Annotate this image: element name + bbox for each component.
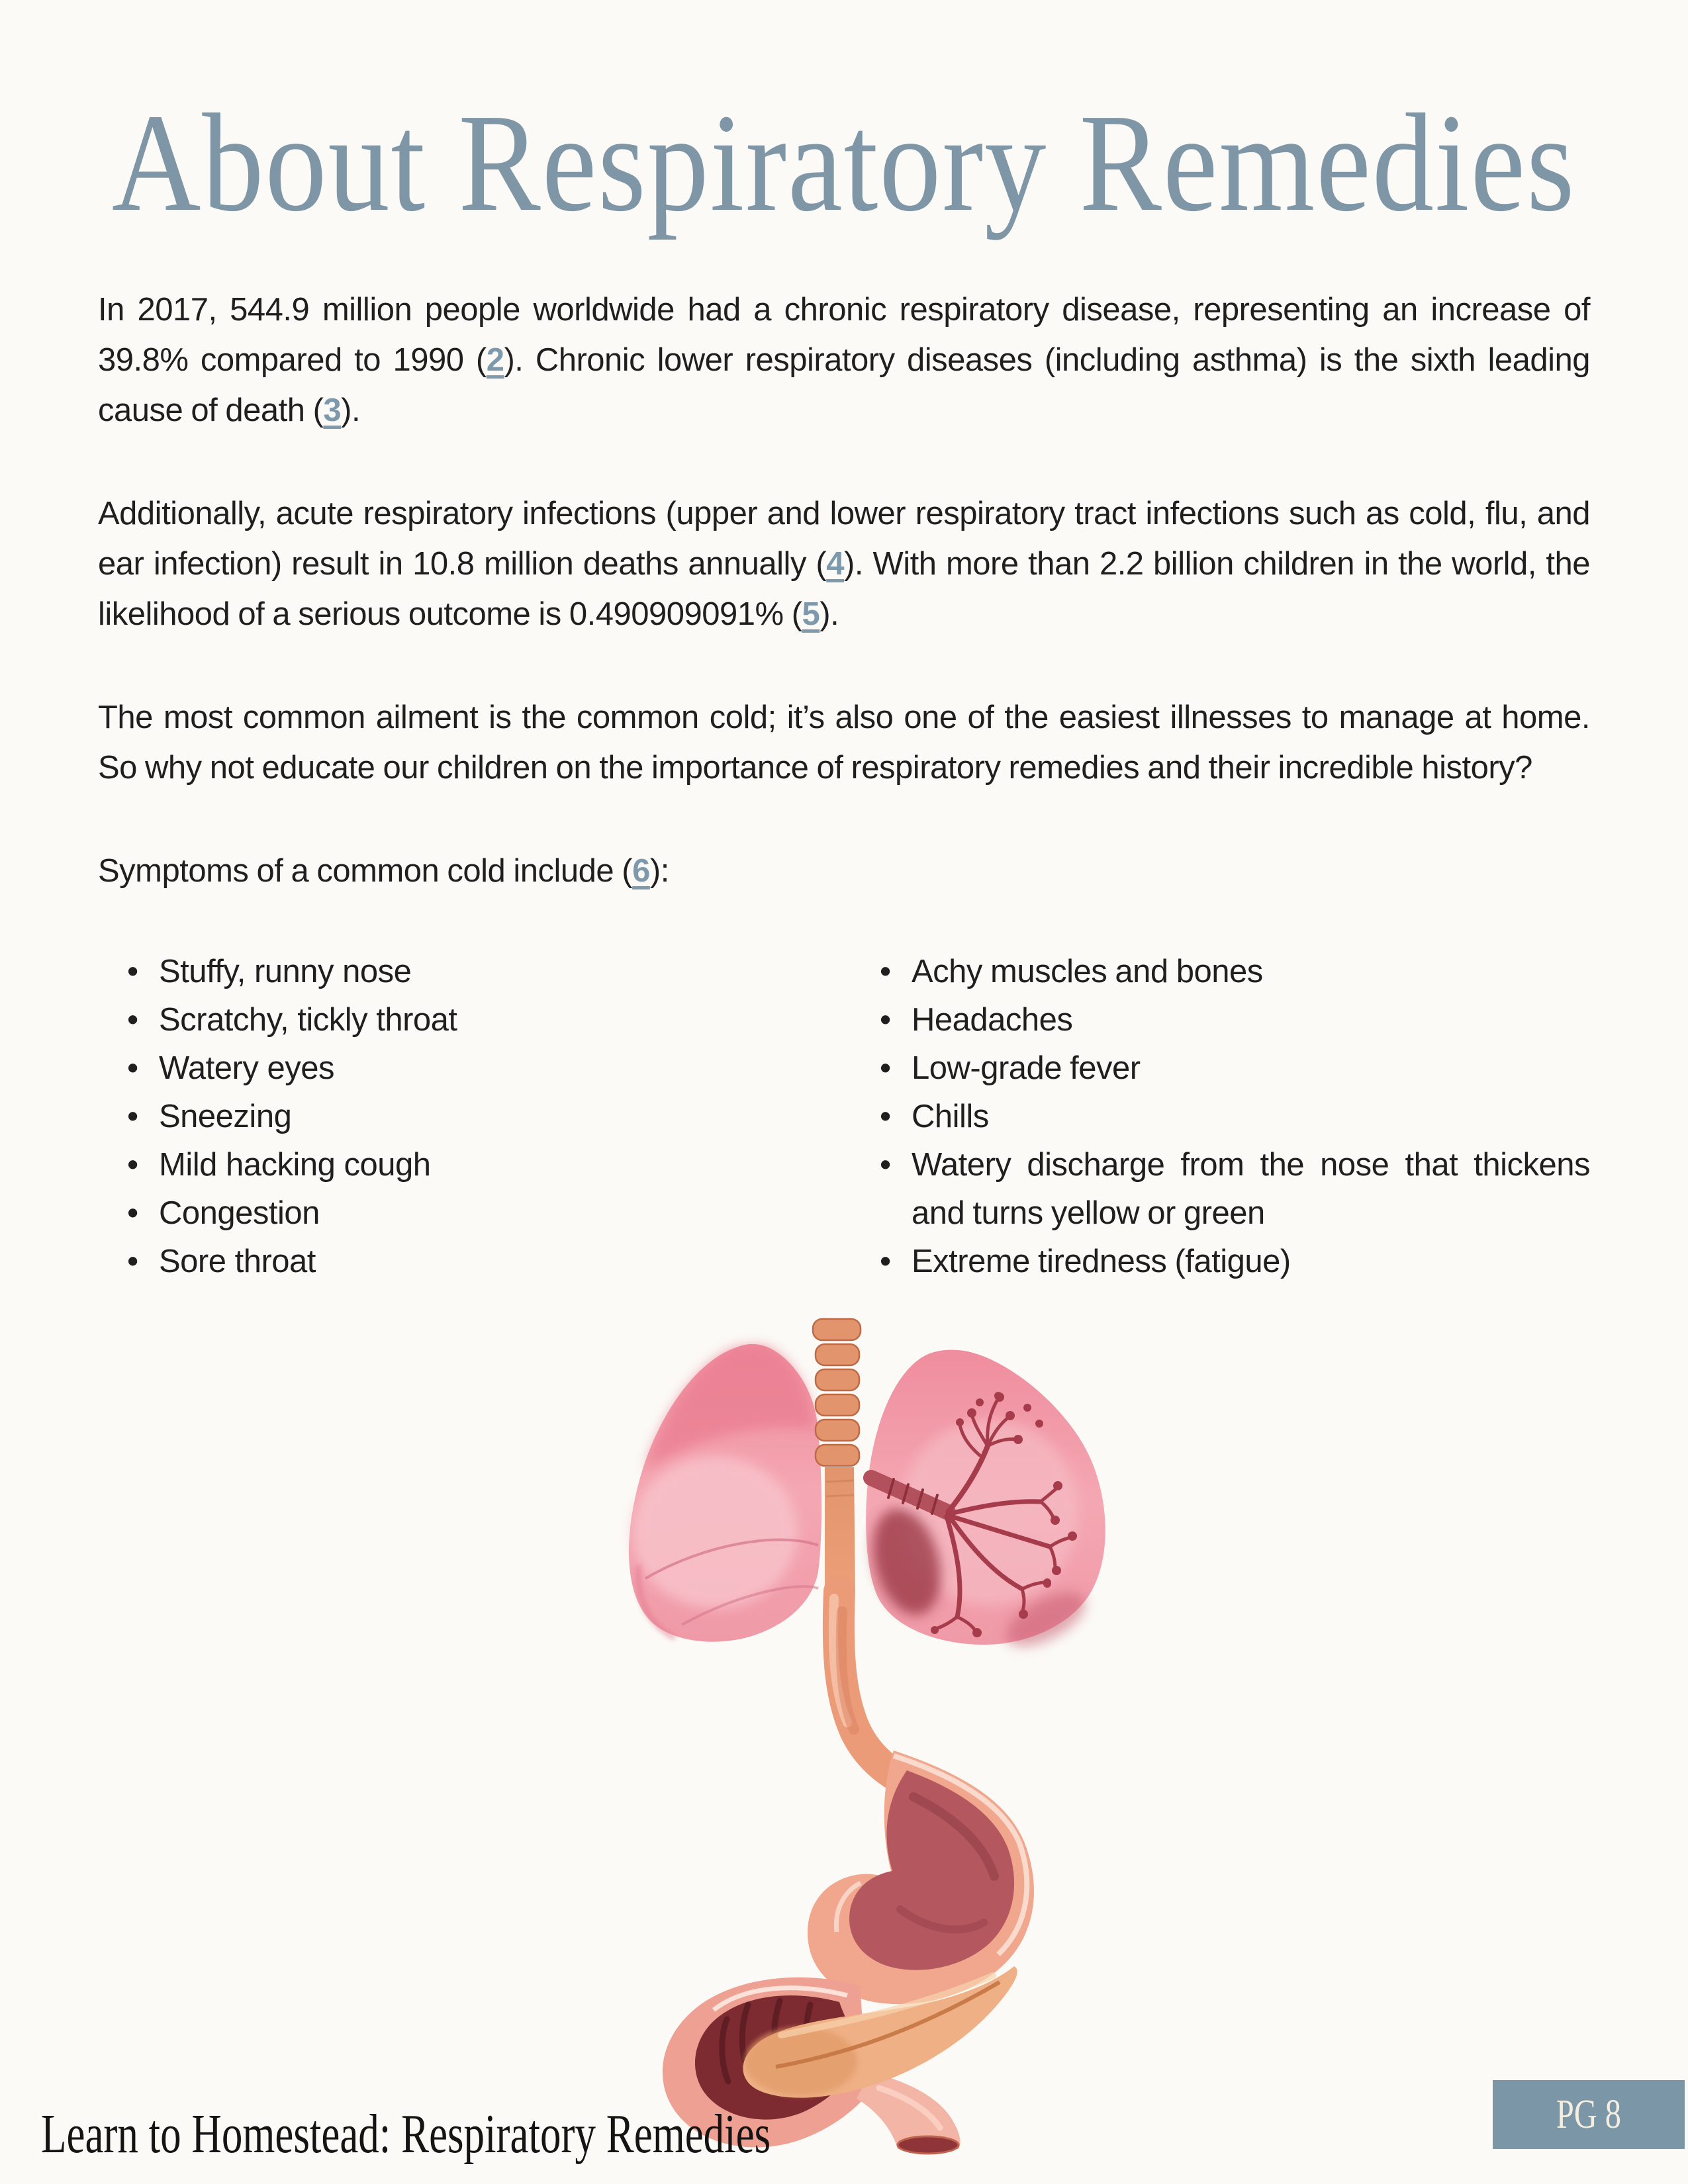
- paragraph-text: Symptoms of a common cold include (: [98, 853, 633, 889]
- symptoms-lists: [98, 948, 1590, 1286]
- list-item: • Sneezing: [98, 1093, 851, 1141]
- paragraph-text: ).: [820, 596, 839, 632]
- page-title: About Respiratory Remedies: [112, 85, 1576, 240]
- reference-link-5[interactable]: 5: [802, 596, 820, 632]
- paragraph-text: Additionally, acute respiratory infections (upper and lower respiratory tract infections such as cold, flu, and ear infection) result in 10.8 million deaths annually (: [98, 496, 1590, 582]
- list-item: • Stuffy, runny nose: [98, 948, 851, 996]
- list-item: • Scratchy, tickly throat: [98, 996, 851, 1044]
- symptoms-list-right: [851, 948, 1590, 1286]
- list-item: • Congestion: [98, 1189, 851, 1238]
- paragraph-acute-infections: [98, 488, 1590, 639]
- reference-link-4[interactable]: 4: [826, 546, 845, 582]
- list-item: • Watery eyes: [98, 1044, 851, 1093]
- left-lung-illustration: [629, 1344, 821, 1642]
- paragraph-common-cold: The most common ailment is the common cold; it’s also one of the easiest illnesses to manage at home. So why not educate our children on the importance of respiratory remedies and their incredible history?: [98, 700, 1590, 786]
- paragraph-chronic-disease-stats: [98, 285, 1590, 435]
- paragraph-text: ):: [649, 853, 669, 889]
- list-item: • Watery discharge from the nose that thickens and turns yellow or green: [851, 1141, 1590, 1238]
- symptoms-list-left: [98, 948, 851, 1286]
- paragraph-text: ). Chronic lower respiratory diseases (including asthma) is the sixth leading cause of death (: [98, 342, 1590, 428]
- list-item: • Headaches: [851, 996, 1590, 1044]
- reference-link-2[interactable]: 2: [486, 342, 504, 378]
- page-number-badge: [1493, 2080, 1685, 2149]
- list-item: • Chills: [851, 1093, 1590, 1141]
- trachea-illustration: [813, 1319, 861, 1597]
- list-item: • Sore throat: [98, 1238, 851, 1286]
- intestine-tube-illustration: [857, 2073, 961, 2154]
- esophagus-stomach-illustration: [808, 1592, 1034, 2004]
- right-lung-illustration: [862, 1350, 1105, 1658]
- reference-link-6[interactable]: 6: [632, 853, 650, 889]
- symptoms-intro: [98, 846, 1590, 896]
- page-body: [98, 285, 1590, 1286]
- respiratory-digestive-illustration: [583, 1314, 1145, 2164]
- paragraph-text: ).: [341, 392, 361, 428]
- paragraph-text: In 2017, 544.9 million people worldwide had a chronic respiratory disease, representing an increase of 39.8% compared to 1990 (: [98, 292, 1590, 378]
- footer-title: Learn to Homestead: Respiratory Remedies: [41, 2103, 771, 2165]
- list-item: • Extreme tiredness (fatigue): [851, 1238, 1590, 1286]
- page-header: [0, 85, 1688, 240]
- paragraph-text: ). With more than 2.2 billion children in the world, the likelihood of a serious outcome is 0.490909091% (: [98, 546, 1590, 632]
- list-item: • Achy muscles and bones: [851, 948, 1590, 996]
- list-item: • Low-grade fever: [851, 1044, 1590, 1093]
- list-item: • Mild hacking cough: [98, 1141, 851, 1189]
- page-number-label: PG 8: [1556, 2091, 1622, 2137]
- reference-link-3[interactable]: 3: [323, 392, 342, 428]
